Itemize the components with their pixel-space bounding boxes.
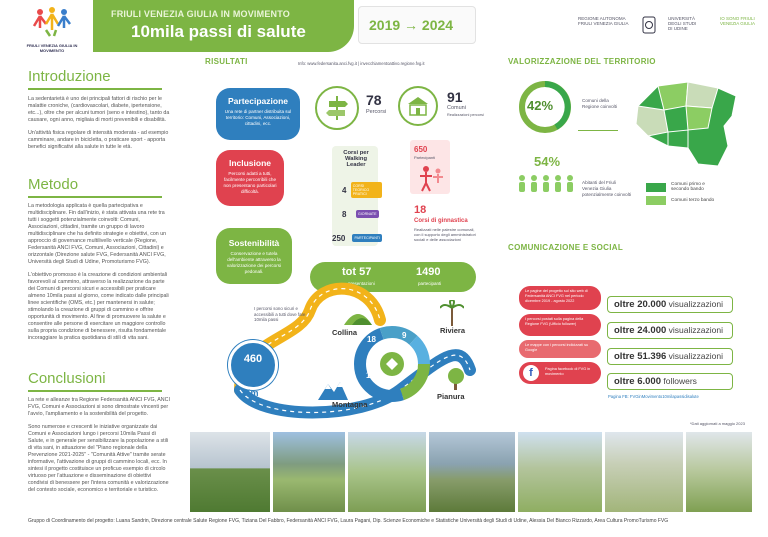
collina-label: Collina — [332, 328, 358, 337]
partner-logo-iosono: IO SONO FRIULI VENEZIA GIULIA — [720, 16, 756, 26]
partner-logo-regione: REGIONE AUTONOMA FRIULI VENEZIA GIULIA — [578, 16, 629, 26]
legend-item: Comuni primo e secondo bando — [646, 182, 721, 192]
montagna-label: Montagna — [332, 400, 368, 409]
method-paragraph-2: L'obiettivo promosso è la creazione di condizioni ambientali favorevoli al cammino, attraverso la realizzazione da parte dei Comuni di percorsi sicuri e accessibili per praticare almeno 10mila passi al giorno, come indicato dalle principali linee scientifiche (OMS, etc.) per mantenersi in salute; stimolando la creazione di gruppi di cammino e offrire opportunità di movimento. Al fine di promuovere la salute e consentire alle persone di esercitare un maggiore controllo sulla propria condizione di benessere, risulta fondamentale incoraggiare la pratica quotidiana di stili di vita sani. — [28, 272, 169, 341]
conclusions-paragraph-2: Sono numerose e crescenti le iniziative organizzate dai Comuni e Associazioni lungo i percorsi 10mila Passi di Salute, e in generale per sensibilizzare la popolazione a stili di vita sani, in attuazione del "Piano regionale della Prevenzione 2021-2025" - "Comunità Attive" tramite serate informative, l'attivazione di gruppi di cammino locali, ecc. In sintesi il progetto costituisce un proficuo esempio di circolo virtuoso per l'attuazione e disseminazione di obiettivi condivisi di benessere per l'intera comunità e valorizzazione del contesto sociale, economico e territoriale e turistico. — [28, 424, 169, 493]
walking-row: 8 GIORNATE — [342, 209, 377, 219]
area-donut — [350, 322, 434, 406]
intro-paragraph-2: Un'attività fisica regolare di intensità moderata - ad esempio camminare, andare in bicicletta, o praticare sport - apporta benefici significativi alla salute in tutte le età. — [28, 130, 169, 150]
km-number: 460 — [243, 353, 263, 365]
partner-logo-seal — [642, 16, 656, 36]
palm-icon — [440, 300, 464, 326]
riviera-label: Riviera — [440, 326, 466, 335]
photo-trail — [686, 432, 752, 512]
facebook-tag[interactable]: Pagina FB: FVGinMovimento10milapassidisalute — [608, 394, 699, 399]
walking-row: 250 PARTECIPANTI — [332, 233, 380, 243]
comuni-number: 91 — [447, 89, 463, 105]
photo-group-portrait — [605, 432, 683, 512]
comuni-label: Comuni — [447, 105, 466, 111]
divider — [28, 390, 162, 392]
social-desc-2: I percorsi postati sulla pagina della Regione FVG (Ufficio follower) — [519, 314, 601, 336]
method-title: Metodo — [28, 176, 79, 193]
participation-card — [216, 88, 300, 140]
header-band — [93, 0, 354, 52]
social-value-2: oltre 24.000 visualizzazioni — [607, 322, 733, 339]
photo-park-walk — [518, 432, 602, 512]
years-box — [358, 6, 476, 44]
region-map — [628, 76, 742, 172]
percorsi-label: Percorsi — [366, 109, 387, 115]
percentage-2-label: Abitanti del Friuli Venezia Giulia potenzialmente coinvolti — [582, 180, 632, 197]
gym-courses-title: Corsi di ginnastica — [414, 218, 468, 224]
presentations-label: presentazioni — [348, 281, 375, 286]
walking-rows — [332, 178, 382, 250]
intro-title: Introduzione — [28, 68, 111, 85]
logo-text: FRIULI VENEZIA GIULIA IN MOVIMENTO — [26, 43, 78, 53]
seal-icon — [642, 16, 656, 34]
inclusion-card — [216, 150, 284, 206]
method-paragraph-1: La metodologia applicata è quella partecipativa e multidisciplinare. Fin dall'inizio, è stata attivata una rete tra tutti i soggetti potenzialmente coinvolti: Comuni, Associazioni, cittadini, tramite un gruppo di lavoro multidisciplinare che ha definito strategie e obiettivi, con un approccio di governance multilivello verticale (Regione, Federsanità ANCI FVG, Comuni, Associazioni, Cittadini) e orizzontale (Direzione salute FVG, Federsanità ANCI FVG, Università degli Studi di Udine, Promoturismo FVG). — [28, 203, 167, 265]
conclusions-section — [28, 370, 170, 494]
social-desc-1: Le pagine del progetto sul sito web di Federsanità ANCI FVG nel periodo dicembre 2019 - agosto 2022 — [519, 286, 601, 310]
intro-section — [28, 68, 170, 151]
years-text: 2019 → 2024 — [369, 17, 454, 33]
gym-participants-number: 650 — [414, 145, 428, 154]
social-value-4: oltre 6.000 followers — [607, 373, 733, 390]
photo-mountain-lake — [273, 432, 345, 512]
legend-swatch — [646, 196, 666, 205]
signpost-icon — [315, 86, 359, 130]
walking-row: 4 CORSI TEORICO PRATICI — [342, 178, 382, 202]
percentage-1-label: Comuni della Regione coinvolti — [582, 98, 617, 109]
social-desc-3: Le mappe con i percorsi indicizzati su Google — [519, 340, 601, 358]
photo-group-walk-3 — [429, 432, 515, 512]
header-title: 10mila passi di salute — [131, 22, 306, 41]
method-section — [28, 176, 170, 342]
percentage-2: 54% — [534, 154, 561, 169]
conclusions-paragraph-1: La rete e alleanze tra Regione Federsanità ANCI FVG, ANCI FVG, Comuni e Associazioni si sono dimostrate vincenti per l'avvio, l'ampliamento e la sostenibilità del progetto. — [28, 397, 170, 417]
riviera-number: 9 — [402, 331, 407, 340]
gym-courses-desc: Realizzati nelle palestre comunali, con il supporto degli amministratori sociali e delle associazioni — [414, 227, 476, 242]
participants-total: 1490 — [416, 266, 441, 278]
map-legend — [646, 182, 721, 205]
inclusion-desc: Percorsi adatti a tutti, facilmente percorribili che non presentano particolari difficoltà. — [223, 171, 277, 194]
comuni-sub: Realizzazioni percorsi — [447, 113, 484, 117]
participation-title: Partecipazione — [228, 96, 288, 106]
plain-tree-icon — [443, 368, 469, 390]
results-links[interactable]: Info: www.federsanita.anci.fvg.it | invecchiamentoattivo.regione.fvg.it — [298, 61, 425, 66]
legend-swatch — [646, 183, 666, 192]
participation-desc: Una rete di partner distribuita sul territorio: Comuni, Associazioni, cittadini, ecc. — [224, 109, 292, 126]
pianura-number: 48 — [408, 362, 419, 372]
pianura-label: Pianura — [437, 392, 465, 401]
sustainability-title: Sostenibilità — [228, 238, 280, 248]
gym-participants-label: Partecipanti — [414, 155, 436, 160]
intro-paragraph-1: La sedentarietà è uno dei principali fattori di rischio per le malattie croniche, (cardiovascolari, diabete, ipertensione, etc...), oltre che per alcuni tumori (seno e intestino), tanto da causare, ogni anno, migliaia di morti prevenibili e disabilità. — [28, 96, 170, 123]
results-title: RISULTATI — [205, 57, 248, 66]
project-logo — [26, 6, 78, 53]
presentations-total: tot 57 — [342, 266, 372, 278]
hill-icon — [344, 303, 372, 325]
inclusion-title: Inclusione — [228, 158, 272, 168]
people-logo-icon — [26, 6, 78, 38]
percorsi-number: 78 — [366, 92, 382, 108]
facebook-icon[interactable]: f — [523, 365, 539, 381]
km-label: TOT Km — [244, 378, 262, 398]
sustainability-desc: Conservazione e tutela dell'ambiente attraverso la valorizzazione dei percorsi pedonali. — [226, 251, 282, 274]
gym-courses-number: 18 — [414, 204, 427, 216]
safe-paths-text: I percorsi sono sicuri e accessibili a tutti dove fare 10mila passi — [254, 306, 306, 323]
partner-logo-uniud: UNIVERSITÀ DEGLI STUDI DI UDINE — [668, 16, 697, 31]
photo-group-walk-2 — [348, 432, 426, 512]
photo-group-walk-1 — [190, 432, 270, 512]
legend-item: Comuni terzo bando — [646, 196, 721, 205]
walking-leader-title: Corsi per Walking Leader — [343, 150, 369, 168]
data-note: *Dati aggiornati a maggio 2023 — [690, 421, 745, 426]
percentage-1: 42% — [527, 98, 554, 113]
conclusions-title: Conclusioni — [28, 370, 106, 387]
sustainability-card — [216, 228, 292, 284]
participants-label: partecipanti — [418, 281, 442, 286]
mountain-icon — [318, 380, 348, 400]
gym-people-icon — [416, 163, 446, 198]
divider — [28, 196, 162, 198]
social-desc-4: f Pagina facebook di FVG in movimento — [519, 362, 601, 384]
social-title: COMUNICAZIONE E SOCIAL — [508, 243, 624, 252]
territory-title: VALORIZZAZIONE DEL TERRITORIO — [508, 57, 656, 66]
social-value-3: oltre 51.396 visualizzazioni — [607, 348, 733, 365]
divider — [28, 88, 162, 90]
divider — [578, 130, 618, 131]
social-value-1: oltre 20.000 visualizzazioni — [607, 296, 733, 313]
footer-credits: Gruppo di Coordinamento del progetto: Luana Sandrin, Direzione centrale Salute Regione FVG, Tiziana Del Fabbro, Federsanità ANCI FVG, Laura Pagani, Dip. Scienze Economiche e Statistiche Università degli Studi di Udine, Alessia Del Bianco Rizzardo, Area Cultura PromoTurismo FVG — [28, 518, 669, 524]
header-subtitle: FRIULI VENEZIA GIULIA IN MOVIMENTO — [111, 9, 290, 19]
town-hall-icon — [398, 86, 438, 126]
collina-number: 18 — [367, 335, 376, 344]
montagna-number: 16 — [366, 371, 375, 380]
